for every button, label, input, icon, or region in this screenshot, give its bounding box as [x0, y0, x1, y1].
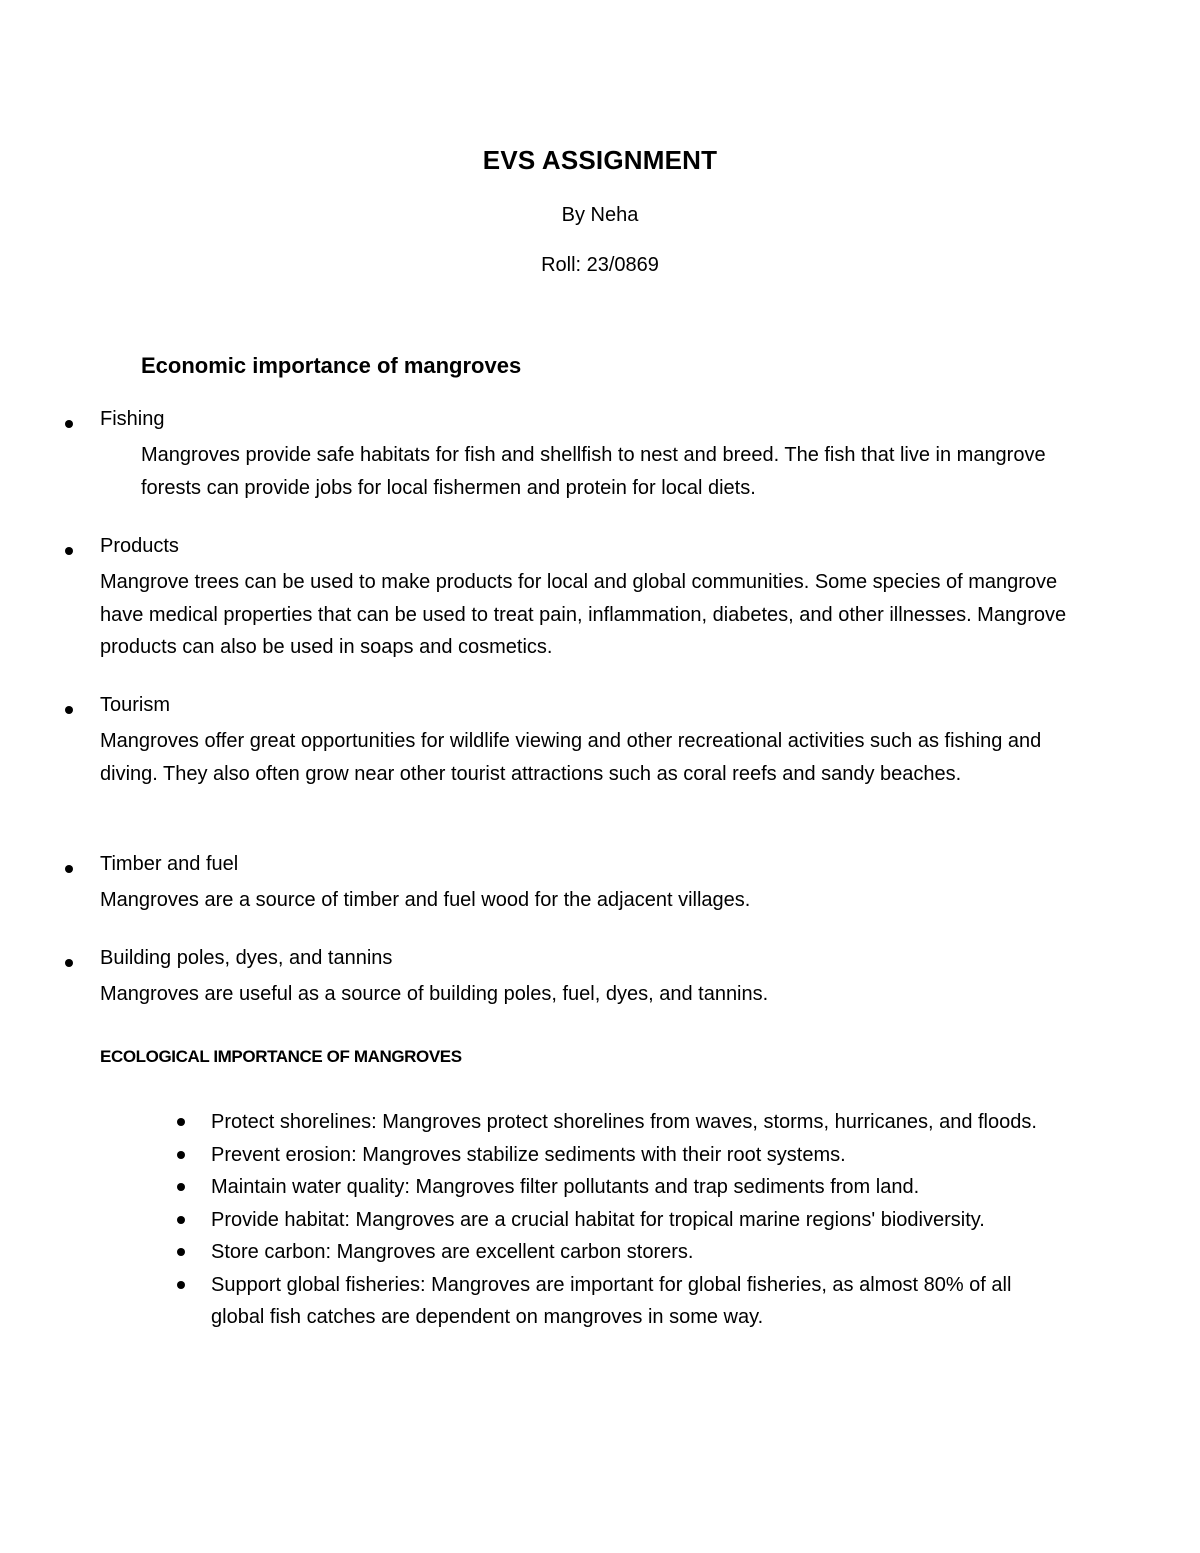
bullet-icon: [65, 865, 73, 873]
bullet-icon: [177, 1183, 185, 1191]
document-title: EVS ASSIGNMENT: [482, 145, 718, 175]
bullet-icon: [65, 959, 73, 967]
bullet-icon: [65, 547, 73, 555]
economic-item-title: Products: [100, 535, 179, 557]
list-item-text: Store carbon: Mangroves are excellent carbon storers.: [211, 1241, 694, 1263]
author-line: By Neha: [561, 204, 639, 226]
bullet-icon: [177, 1281, 185, 1289]
list-item: [0, 1269, 1200, 1334]
bullet-icon: [177, 1248, 185, 1256]
list-item-text: Protect shorelines: Mangroves protect shorelines from waves, storms, hurricanes, and floods.: [211, 1111, 1037, 1133]
list-item-text: Provide habitat: Mangroves are a crucial habitat for tropical marine regions' biodiversity.: [211, 1208, 985, 1231]
list-item-text: Support global fisheries: Mangroves are important for global fisheries, as almost 80% of all global fish catches are dependent on mangroves in some way.: [211, 1273, 1012, 1328]
bullet-icon: [65, 420, 73, 428]
bullet-icon: [65, 706, 73, 714]
ecological-list: [0, 1106, 1200, 1334]
bullet-icon: [177, 1151, 185, 1159]
economic-item-description: Mangroves offer great opportunities for wildlife viewing and other recreational activities such as fishing and diving. They also often grow near other tourist attractions such as coral reefs and sandy beaches.: [100, 730, 1042, 785]
economic-item-description: Mangroves are useful as a source of building poles, fuel, dyes, and tannins.: [100, 983, 769, 1005]
economic-item-title: Fishing: [100, 408, 165, 430]
economic-item-title: Timber and fuel: [100, 853, 239, 875]
economic-item-title: Building poles, dyes, and tannins: [100, 947, 393, 969]
list-item-text: Prevent erosion: Mangroves stabilize sediments with their root systems.: [211, 1143, 846, 1166]
economic-item-description: Mangroves are a source of timber and fuel wood for the adjacent villages.: [100, 889, 751, 911]
list-item: [0, 1204, 1200, 1237]
economic-item-description: Mangrove trees can be used to make products for local and global communities. Some species of mangrove have medical properties that can be used to treat pain, inflammation, diabetes, and other illnesses. Mangrove products can also be used in soaps and cosmetics.: [100, 571, 1067, 658]
economic-heading: Economic importance of mangroves: [141, 353, 522, 378]
bullet-icon: [177, 1216, 185, 1224]
economic-item-description: Mangroves provide safe habitats for fish and shellfish to nest and breed. The fish that live in mangrove forests can provide jobs for local fishermen and protein for local diets.: [141, 444, 1046, 499]
ecological-heading: ECOLOGICAL IMPORTANCE OF MANGROVES: [100, 1047, 462, 1066]
list-item: [0, 1139, 1200, 1172]
bullet-icon: [177, 1118, 185, 1126]
roll-number: Roll: 23/0869: [541, 254, 659, 276]
list-item: [0, 1171, 1200, 1204]
list-item: [0, 1236, 1200, 1269]
economic-item-title: Tourism: [100, 694, 171, 716]
list-item-text: Maintain water quality: Mangroves filter pollutants and trap sediments from land.: [211, 1176, 920, 1198]
list-item: [0, 1106, 1200, 1139]
